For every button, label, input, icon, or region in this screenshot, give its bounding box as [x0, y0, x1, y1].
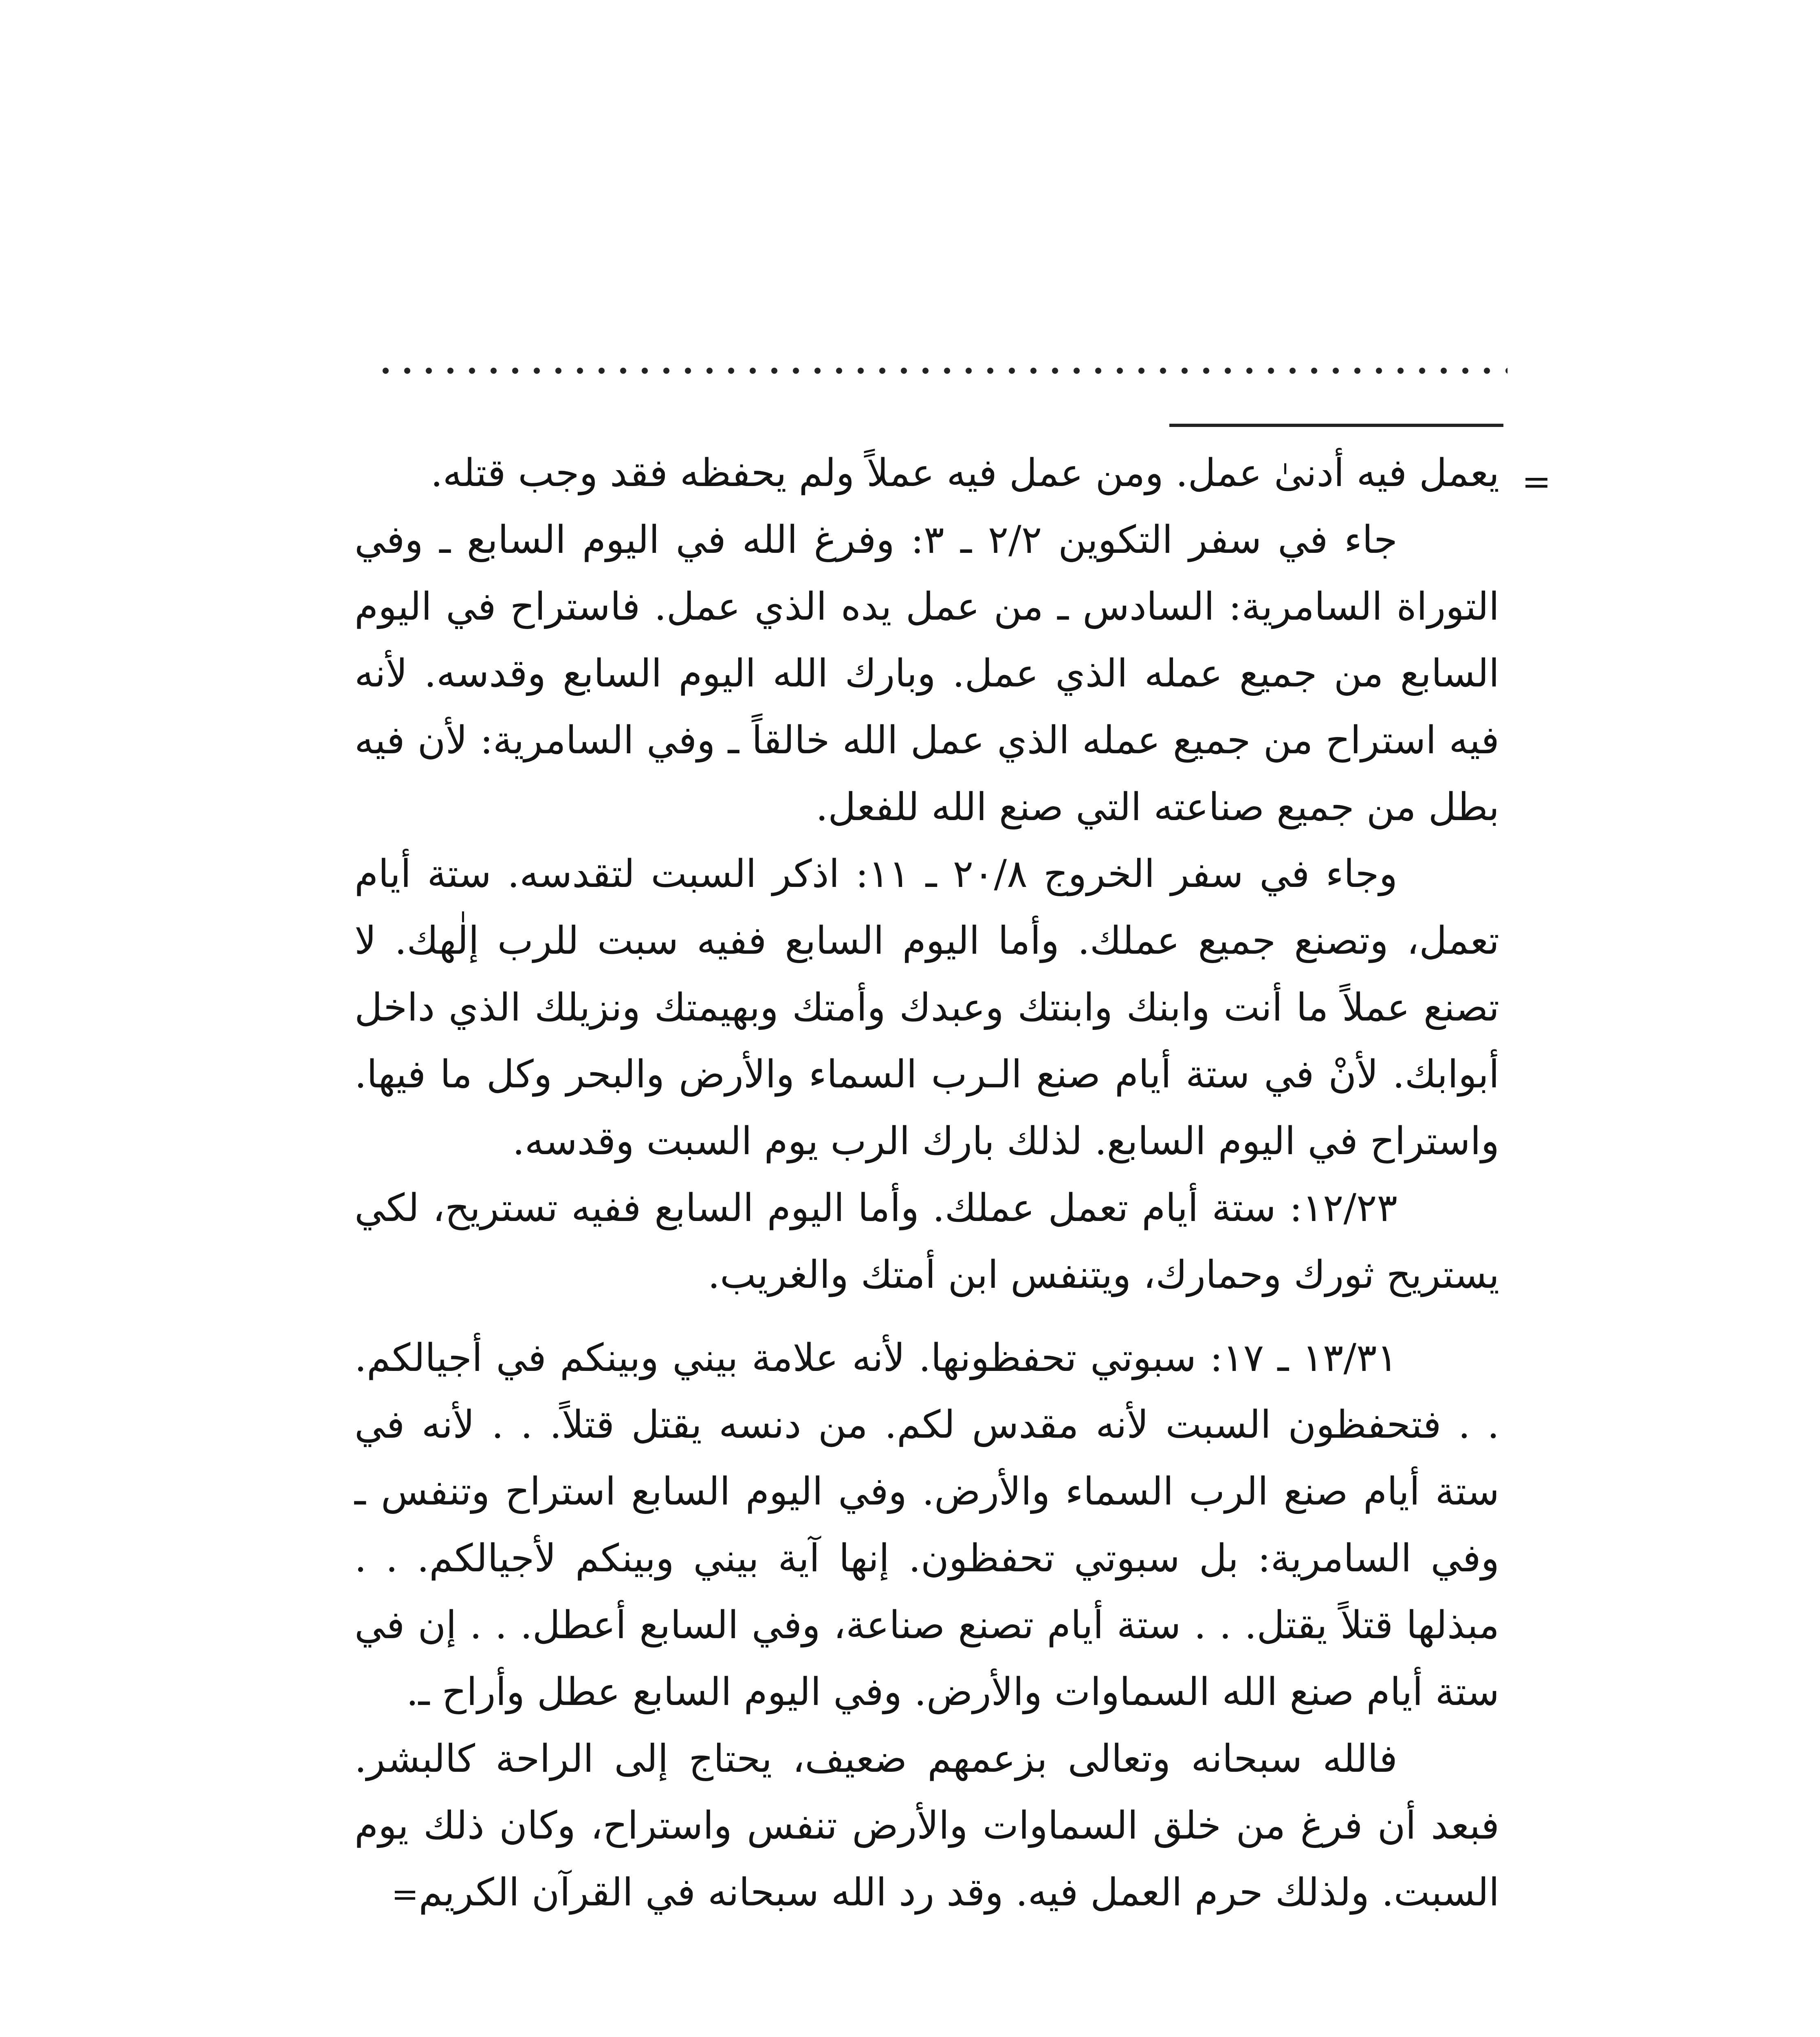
footnote-paragraph-3: وجاء في سفر الخروج ٢٠/٨ ـ ١١: اذكر السبت لتقدسه. ستة أيام تعمل، وتصنع جميع عملك. وأما اليوم السابع ففيه سبت للرب إلٰهك. لا تصنع عملاً ما أنت وابنك وابنتك وعبدك وأمتك وبهيمتك ونزيلك الذي داخل أبوابك. لأنْ في ستة أيام صنع الـرب السماء والأرض والبحر وكل ما فيها. واستراح في اليوم السابع. لذلك بارك الرب يوم السبت وقدسه.	[354, 852, 1499, 1164]
footnote-paragraph-5: ١٣/٣١ ـ ١٧: سبوتي تحفظونها. لأنه علامة بيني وبينكم في أجيالكم. . . فتحفظون السبت لأنه مقدس لكم. من دنسه يقتل قتلاً. . . لأنه في ستة أيام صنع الرب السماء والأرض. وفي اليوم السابع استراح وتنفس ـ وفي السامرية: بل سبوتي تحفظون. إنها آية بيني وبينكم لأجيالكم. . . مبذلها قتلاً يقتل. . . ستة أيام تصنع صناعة، وفي السابع أعطل. . . إن في ستة أيام صنع الله السماوات والأرض. وفي اليوم السابع عطل وأراح ـ.	[354, 1336, 1499, 1714]
footnote-paragraph-4: ١٢/٢٣: ستة أيام تعمل عملك. وأما اليوم السابع ففيه تستريح، لكي يستريح ثورك وحمارك، ويتنفس ابن أمتك والغريب.	[354, 1186, 1499, 1297]
footnote-paragraph-6-text: فالله سبحانه وتعالى بزعمهم ضعيف، يحتاج إلى الراحة كالبشر. فبعد أن فرغ من خلق السماوات والأرض تنفس واستراح، وكان ذلك يوم السبت. ولذلك حرم العمل فيه. وقد رد الله سبحانه في القرآن الكريم	[354, 1737, 1499, 1915]
footnote-paragraph-1: يعمل فيه أدنىٰ عمل. ومن عمل فيه عملاً ولم يحفظه فقد وجب قتله.	[430, 451, 1499, 495]
continuation-marker: =	[1522, 462, 1552, 502]
footnote-rule	[1169, 424, 1503, 427]
footnote-text	[354, 440, 1499, 1928]
footnote-paragraph-2: جاء في سفر التكوين ٢/٢ ـ ٣: وفرغ الله في اليوم السابع ـ وفي التوراة السامرية: السادس ـ من عمل يده الذي عمل. فاستراح في اليوم السابع من جميع عمله الذي عمل. وبارك الله اليوم السابع وقدسه. لأنه فيه استراح من جميع عمله الذي عمل الله خالقاً ـ وفي السامرية: لأن فيه بطل من جميع صناعته التي صنع الله للفعل.	[354, 518, 1499, 829]
end-marker: =	[391, 1875, 419, 1913]
footnote-paragraph-6	[354, 1726, 1499, 1928]
dotted-separator	[375, 367, 1507, 375]
